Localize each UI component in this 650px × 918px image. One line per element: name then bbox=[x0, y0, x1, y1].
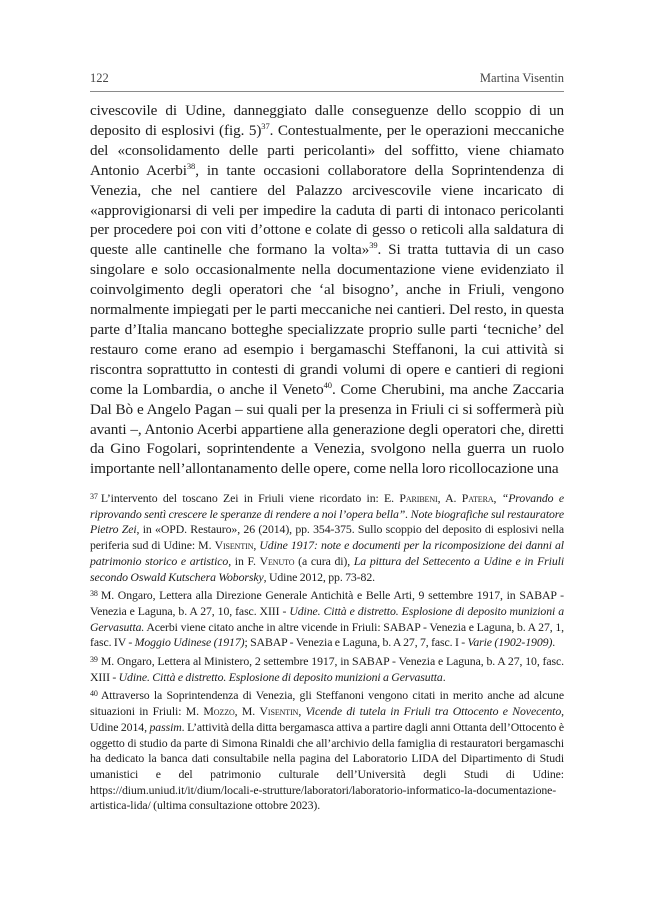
footnote-number: 40 bbox=[90, 689, 98, 699]
text-segment: ; SABAP - Venezia e Laguna, b. A 27, 7, fasc. I - bbox=[244, 635, 468, 650]
footnote-ref-38[interactable]: 38 bbox=[186, 160, 196, 171]
citation-title: Vicende di tutela in Friuli tra Ottocento e Novecento bbox=[305, 704, 562, 719]
text-segment: , Udine 2014, bbox=[90, 704, 564, 734]
text-segment: (a cura di), bbox=[294, 553, 354, 568]
text-segment: Acerbi viene citato anche in altre vicende in Friuli: SABAP - Venezia e Laguna, b. A 27, 1, fasc. IV - bbox=[90, 619, 564, 650]
citation-title: passim bbox=[149, 719, 182, 734]
author-name: Visentin bbox=[214, 538, 254, 553]
author-name: Visentin bbox=[259, 704, 299, 719]
footnote-number: 39 bbox=[90, 655, 98, 665]
text-segment: . bbox=[552, 635, 556, 650]
text-segment: , in tante occasioni collaboratore della Soprintendenza di Venezia, che nel cantiere del Palazzo arcivescovile viene incaricato di «approvigionarsi di veli per impedire la caduta di parti di intonaco pericolanti per procedere poi con viti d’ottone e colate di gesso o reticoli alla saldatura di queste alle cantinelle che formano la volta» bbox=[90, 161, 565, 259]
footnotes bbox=[90, 489, 564, 815]
footnote-number: 38 bbox=[90, 589, 98, 599]
running-head-author: Martina Visentin bbox=[479, 71, 564, 85]
citation-title: Udine 1917: note e documenti per la ricomposizione dei danni al patrimonio storico e artistico bbox=[90, 538, 564, 568]
author-name: Patera bbox=[461, 491, 494, 505]
text-segment: L’intervento del toscano Zei in Friuli viene ricordato in: E. bbox=[100, 491, 400, 505]
citation-title: “Provando e riprovando sentì crescere le speranze di rendere a noi l’opera bella”. Note biografiche sul restauratore Pietro Zei bbox=[90, 491, 564, 537]
citation-title: Udine. Città e distretto. Esplosione di deposito munizioni a Gervasutta. bbox=[90, 603, 564, 634]
citation-title: La pittura del Settecento a Udine e in Friuli secondo Oswald Kutschera Woborsky bbox=[90, 553, 564, 584]
author-name: Paribeni bbox=[399, 491, 438, 505]
text-segment: , A. bbox=[437, 491, 462, 505]
citation-title: Udine. Città e distretto. Esplosione di deposito munizioni a Gervasutta bbox=[118, 669, 443, 684]
author-name: Venuto bbox=[259, 553, 295, 568]
text-segment: , Udine 2012, pp. 73-82. bbox=[263, 569, 375, 584]
body-paragraph bbox=[90, 101, 564, 479]
text-segment: M. Ongaro, Lettera alla Direzione Generale Antichità e Belle Arti, 9 settembre 1917, in SABAP - Venezia e Laguna, b. A 27, 10, fasc. XIII - bbox=[90, 588, 564, 618]
text-segment: . Come Cherubini, ma anche Zaccaria Dal Bò e Angelo Pagan – sui quali per la presenza in Friuli ci si soffermerà più avanti –, Antonio Acerbi appartiene alla generazione degli operatori che, diretti da Gino Fogolari, soprintendente a Venezia, svolgono nella guerra un ruolo importante nell’allontanamento delle opere, come nella loro ricollocazione una bbox=[90, 380, 564, 478]
running-head bbox=[90, 71, 564, 89]
text-segment: Attraverso la Soprintendenza di Venezia, gli Steffanoni vengono citati in merito anche ad alcune situazioni in Friuli: M. bbox=[90, 688, 564, 719]
footnote-40 bbox=[90, 686, 564, 814]
text-segment: M. Ongaro, Lettera al Ministero, 2 settembre 1917, in SABAP - Venezia e Laguna, b. A 27, 10, fasc. XIII - bbox=[90, 654, 564, 684]
footnote-ref-39[interactable]: 39 bbox=[369, 240, 378, 251]
footnote-ref-37[interactable]: 37 bbox=[261, 120, 270, 131]
footnote-37 bbox=[90, 489, 564, 585]
author-name: Mozzo bbox=[203, 704, 235, 719]
text-segment: , in «OPD. Restauro», 26 (2014), pp. 354-375. Sullo scoppio del deposito di esplosivi nella periferia sud di Udine: M. bbox=[90, 522, 564, 553]
footnote-number: 37 bbox=[90, 492, 98, 501]
text-segment: , in F. bbox=[228, 553, 260, 568]
text-segment: . L’attività della ditta bergamasca attiva a partire dagli anni Ottanta dell’Ottocento è oggetto di studio da parte di Simona Rinaldi che all’archivio della famiglia di restauratori bergamaschi ha dedicato la banca dati consultabile nella pagina del Laboratorio LIDA del Dipartimento di Studi umanistici e del patrimonio culturale dell’Università degli Studi di Udine: https://dium.uniud.it/it/dium/locali-e-strutture/laboratori/laboratorio-informatico-la-documentazione-artistica-lida/ (ultima consultazione ottobre 2023). bbox=[90, 719, 564, 813]
text-segment: , bbox=[493, 491, 502, 505]
main-text bbox=[90, 101, 564, 479]
text-segment: , bbox=[253, 538, 260, 553]
page-number: 122 bbox=[90, 71, 109, 85]
text-segment: civescovile di Udine, danneggiato dalle conseguenze dello scoppio di un deposito di esplosivi (fig. 5) bbox=[90, 102, 564, 139]
header-divider bbox=[90, 91, 564, 92]
text-segment: . Contestualmente, per le operazioni meccaniche del «consolidamento delle parti pericolanti» del soffitto, viene chiamato Antonio Acerbi bbox=[90, 121, 564, 179]
footnote-39 bbox=[90, 652, 564, 685]
text-segment: , bbox=[298, 704, 306, 719]
text-segment: , M. bbox=[234, 704, 260, 719]
footnote-38 bbox=[90, 586, 564, 651]
text-segment: . bbox=[442, 669, 446, 684]
citation-title: Moggio Udinese (1917) bbox=[134, 635, 245, 650]
text-segment: . Si tratta tuttavia di un caso singolare e solo occasionalmente nella documentazione viene evidenziato il coinvolgimento degli operatori che ‘al bisogno’, anche in Friuli, vengono normalmente impiegati per le parti meccaniche nei cantieri. Del resto, in questa parte d’Italia mancano botteghe specializzate proprio sulle parti ‘tecniche’ del restauro come erano ad esempio i bergamaschi Steffanoni, la cui attività si riscontra soprattutto in contesti di grandi volumi di opere e cantieri di regioni come la Lombardia, o anche il Veneto bbox=[90, 241, 564, 398]
footnote-ref-40[interactable]: 40 bbox=[323, 379, 332, 390]
citation-title: Varie (1902-1909) bbox=[467, 635, 553, 650]
